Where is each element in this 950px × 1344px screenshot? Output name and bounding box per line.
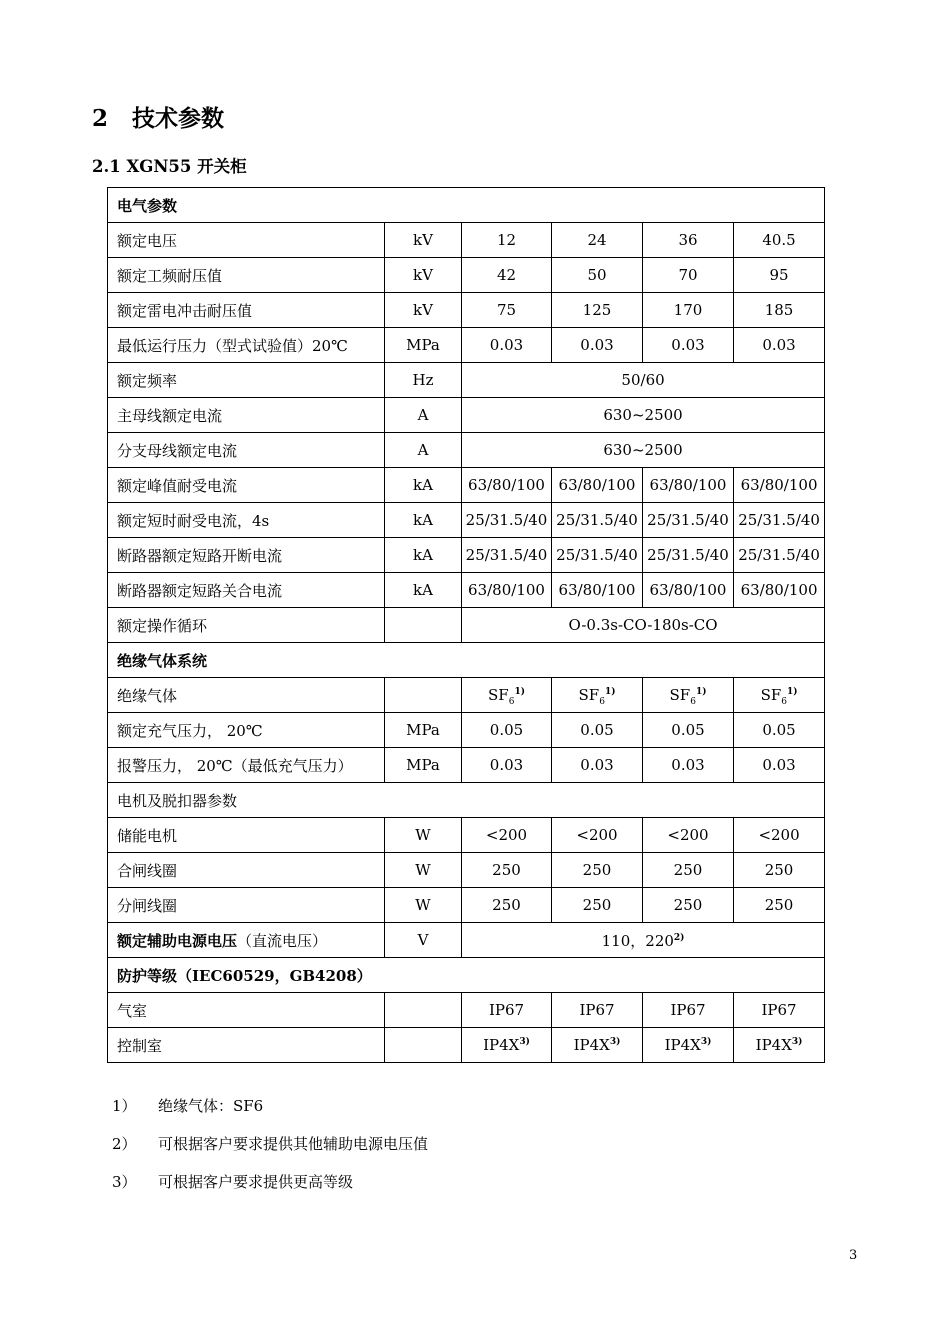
row-value: 0.03 (462, 748, 552, 783)
row-value: 42 (462, 258, 552, 293)
row-value: 24 (552, 223, 643, 258)
row-value: IP67 (552, 993, 643, 1028)
row-value: 25/31.5/40 (734, 538, 825, 573)
section-row-protection (108, 958, 825, 993)
table-row (108, 293, 825, 328)
row-value: 0.05 (462, 713, 552, 748)
footnote: 1） 绝缘气体：SF6 (112, 1097, 264, 1115)
row-value: 125 (552, 293, 643, 328)
row-value: 25/31.5/40 (552, 538, 643, 573)
row-value: 250 (734, 888, 825, 923)
row-value: 250 (552, 853, 643, 888)
row-value: <200 (643, 818, 734, 853)
row-unit: A (385, 433, 462, 468)
gas-cell: $SF_6^{1)}$ (734, 678, 825, 713)
row-value: IP67 (643, 993, 734, 1028)
row-unit: kV (385, 293, 462, 328)
row-value: 75 (462, 293, 552, 328)
row-label: 断路器额定短路开断电流 (108, 538, 385, 573)
row-value: 25/31.5/40 (734, 503, 825, 538)
row-value: 25/31.5/40 (462, 503, 552, 538)
row-value: 630~2500 (462, 398, 825, 433)
row-unit (385, 608, 462, 643)
row-value: 0.03 (734, 748, 825, 783)
aux-voltage-value: 110，220$^{2)}$ (462, 923, 825, 958)
row-label: 额定峰值耐受电流 (108, 468, 385, 503)
row-value: <200 (552, 818, 643, 853)
row-value: <200 (462, 818, 552, 853)
table-row (108, 993, 825, 1028)
footnote: 2） 可根据客户要求提供其他辅助电源电压值 (112, 1135, 429, 1153)
table-row (108, 538, 825, 573)
row-value: 70 (643, 258, 734, 293)
row-label: 控制室 (108, 1028, 385, 1063)
table-row (108, 363, 825, 398)
row-value: 170 (643, 293, 734, 328)
section-heading (92, 100, 224, 133)
table-row (108, 223, 825, 258)
row-value: 63/80/100 (462, 468, 552, 503)
section-row-motor (108, 783, 825, 818)
gas-cell: $SF_6^{1)}$ (643, 678, 734, 713)
section-title-gas: 绝缘气体系统 (108, 643, 825, 678)
row-value: 0.03 (462, 328, 552, 363)
table-row (108, 608, 825, 643)
row-label: 最低运行压力（型式试验值）20℃ (108, 328, 385, 363)
row-value: 0.05 (734, 713, 825, 748)
row-unit: kA (385, 573, 462, 608)
row-label: 额定频率 (108, 363, 385, 398)
row-value: 0.03 (552, 748, 643, 783)
table-row (108, 678, 825, 713)
row-unit (385, 678, 462, 713)
table-row (108, 713, 825, 748)
row-value: 0.05 (643, 713, 734, 748)
row-value: 63/80/100 (462, 573, 552, 608)
row-label: 主母线额定电流 (108, 398, 385, 433)
row-label: 额定辅助电源电压（直流电压） (108, 923, 385, 958)
row-label: 额定短时耐受电流，4s (108, 503, 385, 538)
row-value: 40.5 (734, 223, 825, 258)
section-title-electrical: 电气参数 (108, 188, 825, 223)
table-row (108, 258, 825, 293)
row-value: <200 (734, 818, 825, 853)
table-row (108, 503, 825, 538)
protection-cell: $IP4X^{3)}$ (552, 1028, 643, 1063)
row-label: 合闸线圈 (108, 853, 385, 888)
row-unit: kA (385, 503, 462, 538)
row-value: 0.03 (552, 328, 643, 363)
row-unit (385, 1028, 462, 1063)
row-value: 0.05 (552, 713, 643, 748)
table-row (108, 328, 825, 363)
row-value: 250 (462, 853, 552, 888)
section-row-electrical (108, 188, 825, 223)
row-value: IP67 (462, 993, 552, 1028)
row-value: O-0.3s-CO-180s-CO (462, 608, 825, 643)
section-number: 2 (92, 105, 109, 132)
row-value: 63/80/100 (552, 573, 643, 608)
row-unit: V (385, 923, 462, 958)
row-value: 25/31.5/40 (643, 538, 734, 573)
row-value: 63/80/100 (734, 468, 825, 503)
subsection-heading: 2.1 XGN55 开关柜 (92, 157, 247, 176)
row-unit: kV (385, 258, 462, 293)
page-number: 3 (849, 1248, 858, 1263)
protection-cell: $IP4X^{3)}$ (734, 1028, 825, 1063)
table-row (108, 748, 825, 783)
table-row (108, 923, 825, 958)
row-value: 50/60 (462, 363, 825, 398)
table-row (108, 468, 825, 503)
section-title-motor: 电机及脱扣器参数 (108, 783, 825, 818)
row-unit: A (385, 398, 462, 433)
table-row (108, 853, 825, 888)
row-unit: kV (385, 223, 462, 258)
row-value: 250 (734, 853, 825, 888)
row-unit: W (385, 853, 462, 888)
row-value: 63/80/100 (643, 573, 734, 608)
row-value: 36 (643, 223, 734, 258)
section-row-gas (108, 643, 825, 678)
row-value: 630~2500 (462, 433, 825, 468)
row-value: 250 (643, 888, 734, 923)
row-value: 250 (552, 888, 643, 923)
gas-cell: $SF_6^{1)}$ (462, 678, 552, 713)
protection-cell: $IP4X^{3)}$ (643, 1028, 734, 1063)
row-value: 25/31.5/40 (643, 503, 734, 538)
row-unit: kA (385, 538, 462, 573)
section-title: 技术参数 (132, 105, 225, 132)
section-title-protection: 防护等级（IEC60529，GB4208） (108, 958, 825, 993)
row-label: 分支母线额定电流 (108, 433, 385, 468)
row-unit: W (385, 888, 462, 923)
table-row (108, 573, 825, 608)
row-value: 0.03 (734, 328, 825, 363)
footnote: 3） 可根据客户要求提供更高等级 (112, 1173, 354, 1191)
row-label: 报警压力， 20℃（最低充气压力） (108, 748, 385, 783)
row-value: 63/80/100 (734, 573, 825, 608)
row-label: 储能电机 (108, 818, 385, 853)
row-value: 63/80/100 (643, 468, 734, 503)
row-value: IP67 (734, 993, 825, 1028)
row-value: 185 (734, 293, 825, 328)
technical-parameters-table (107, 187, 825, 1063)
table-row (108, 888, 825, 923)
row-value: 25/31.5/40 (552, 503, 643, 538)
protection-cell: $IP4X^{3)}$ (462, 1028, 552, 1063)
row-unit: MPa (385, 328, 462, 363)
row-label: 分闸线圈 (108, 888, 385, 923)
footnotes (112, 1095, 428, 1209)
row-unit: MPa (385, 748, 462, 783)
row-value: 0.03 (643, 748, 734, 783)
table-row (108, 398, 825, 433)
row-value: 12 (462, 223, 552, 258)
row-value: 63/80/100 (552, 468, 643, 503)
row-value: 250 (643, 853, 734, 888)
table-row (108, 1028, 825, 1063)
row-label: 额定电压 (108, 223, 385, 258)
row-value: 95 (734, 258, 825, 293)
row-unit: Hz (385, 363, 462, 398)
row-label: 额定雷电冲击耐压值 (108, 293, 385, 328)
row-unit (385, 993, 462, 1028)
row-unit: MPa (385, 713, 462, 748)
row-label: 额定操作循环 (108, 608, 385, 643)
row-value: 250 (462, 888, 552, 923)
row-value: 50 (552, 258, 643, 293)
row-unit: kA (385, 468, 462, 503)
row-value: 25/31.5/40 (462, 538, 552, 573)
row-unit: W (385, 818, 462, 853)
row-value: 0.03 (643, 328, 734, 363)
table-row (108, 433, 825, 468)
row-label: 气室 (108, 993, 385, 1028)
table-row (108, 818, 825, 853)
row-label: 绝缘气体 (108, 678, 385, 713)
gas-cell: $SF_6^{1)}$ (552, 678, 643, 713)
row-label: 额定充气压力， 20℃ (108, 713, 385, 748)
row-label: 额定工频耐压值 (108, 258, 385, 293)
row-label: 断路器额定短路关合电流 (108, 573, 385, 608)
